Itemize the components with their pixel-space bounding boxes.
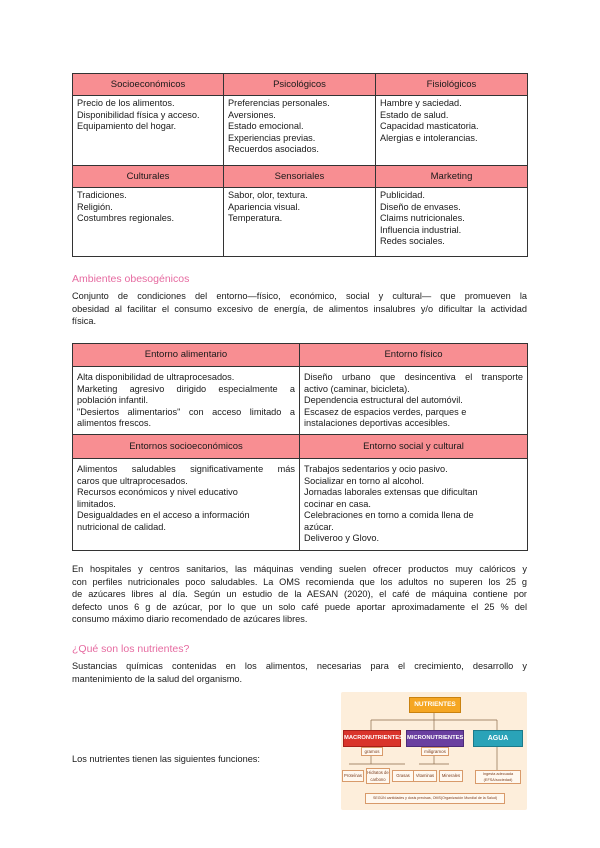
list-item: Estado de salud.	[380, 109, 449, 120]
list-item: Sabor, olor, textura.	[228, 190, 308, 200]
text-line: Deliveroo y Glovo.	[304, 533, 380, 543]
nutrients-diagram	[341, 692, 527, 810]
text-line: alimentos frescos.	[77, 418, 152, 428]
text-line: Desigualdades en el acceso a información	[77, 510, 250, 520]
header-psicologicos: Psicológicos	[224, 74, 376, 96]
cell-psicologicos	[224, 96, 376, 166]
header-entorno-social-cultural: Entorno social y cultural	[300, 435, 528, 459]
header-fisiologicos: Fisiológicos	[376, 74, 528, 96]
text-line: Marketing agresivo dirigido especialmente a	[77, 383, 295, 394]
text-line: de azúcares libres al día. Según un estudio de la AESAN (2020), el café de máquina contiene por	[72, 589, 527, 600]
text-line: Los nutrientes tienen las siguientes funciones:	[72, 754, 260, 764]
text-line: En hospitales y centros sanitarios, las máquinas vending suelen ofrecer productos muy calóricos y	[72, 564, 527, 574]
nutrients-definition	[72, 660, 527, 685]
text-line: consumo máximo diario recomendado de azúcares libres.	[72, 614, 308, 625]
list-item: Redes sociales.	[380, 236, 445, 246]
diagram-macro-unit: gramos	[361, 747, 383, 756]
cell-entorno-alimentario	[73, 367, 300, 435]
text-line: instalaciones deportivas accesibles.	[304, 418, 451, 428]
text-line: limitados.	[77, 498, 116, 509]
cell-entornos-socioeconomicos	[73, 459, 300, 551]
list-item: Capacidad masticatoria.	[380, 121, 479, 131]
list-item: Religión.	[77, 201, 113, 212]
list-item: Alergias e intolerancias.	[380, 132, 478, 143]
list-item: Precio de los alimentos.	[77, 98, 175, 108]
obesogenic-definition	[72, 290, 527, 328]
text-line: Socializar en torno al alcohol.	[304, 475, 425, 486]
header-socioeconomicos: Socioeconómicos	[73, 74, 224, 96]
text-line: Alimentos saludables significativamente más	[77, 464, 295, 474]
header-culturales: Culturales	[73, 166, 224, 188]
text-line: Conjunto de condiciones del entorno—físico, económico, social y cultural— que promueven la	[72, 291, 527, 301]
diagram-leaf-minerals: Minerales	[439, 770, 463, 782]
text-line: Celebraciones en torno a comida llena de	[304, 510, 474, 520]
list-item: Estado emocional.	[228, 121, 304, 131]
header-entorno-alimentario: Entorno alimentario	[73, 344, 300, 367]
cell-sensoriales	[224, 188, 376, 257]
nutrients-functions-text	[72, 753, 332, 766]
text-line: obesidad al facilitar el consumo excesivo de energía, de alimentos insalubres y/o dificultar la actividad	[72, 303, 527, 314]
text-line: mantenimiento de la salud del organismo.	[72, 673, 243, 684]
list-item: Tradiciones.	[77, 190, 127, 200]
cell-socioeconomicos	[73, 96, 224, 166]
text-line: caros que ultraprocesados.	[77, 475, 188, 486]
list-item: Costumbres regionales.	[77, 213, 175, 223]
food-factors-table	[72, 73, 528, 257]
list-item: Influencia industrial.	[380, 224, 462, 235]
diagram-leaf-water-intake: Ingesta adecuada (EFSA/sociedad)	[475, 770, 521, 784]
text-line: activo (caminar, bicicleta).	[304, 383, 410, 394]
cell-fisiologicos	[376, 96, 528, 166]
diagram-micro-box: MICRONUTRIENTES	[406, 730, 464, 747]
text-line: azúcar.	[304, 521, 334, 532]
text-line: Dependencia estructural del automóvil.	[304, 395, 463, 405]
text-line: física.	[72, 316, 96, 327]
list-item: Claims nutricionales.	[380, 213, 465, 223]
text-line: Escasez de espacios verdes, parques e	[304, 406, 467, 417]
text-line: con perfiles nutricionales poco saludables. La OMS recomienda que los adultos no superen los 25 g	[72, 576, 527, 587]
environments-table	[72, 343, 528, 551]
text-line: Recursos económicos y nivel educativo	[77, 487, 238, 497]
cell-entorno-social-cultural	[300, 459, 528, 551]
list-item: Apariencia visual.	[228, 201, 301, 212]
text-line: defecto unos 6 g de azúcar, por lo que un solo café puede aportar aproximadamente el 25 % del	[72, 601, 527, 612]
diagram-leaf-carbs: Hidratos de carbono	[367, 770, 389, 782]
diagram-footer-note: SEGÚN cantidades y dosis precisas, OMS(Organización Mundial de la Salud)	[365, 793, 505, 804]
nutrients-heading: ¿Qué son los nutrientes?	[72, 643, 190, 655]
list-item: Equipamiento del hogar.	[77, 121, 177, 131]
text-line: cocinar en casa.	[304, 498, 371, 509]
header-marketing: Marketing	[376, 166, 528, 188]
text-line: Diseño urbano que desincentiva el transporte	[304, 372, 523, 382]
header-entornos-socioeconomicos: Entornos socioeconómicos	[73, 435, 300, 459]
cell-marketing	[376, 188, 528, 257]
text-line: Trabajos sedentarios y ocio pasivo.	[304, 464, 448, 474]
text-line: Jornadas laborales extensas que dificultan	[304, 487, 478, 497]
list-item: Temperatura.	[228, 213, 283, 223]
list-item: Hambre y saciedad.	[380, 98, 462, 108]
diagram-root-box: NUTRIENTES	[409, 697, 461, 713]
diagram-leaf-proteins: Proteínas	[342, 770, 364, 782]
text-line: Sustancias químicas contenidas en los alimentos, necesarias para el crecimiento, desarrollo y	[72, 661, 527, 671]
text-line: nutricional de calidad.	[77, 521, 166, 532]
vending-paragraph	[72, 563, 527, 626]
list-item: Preferencias personales.	[228, 98, 330, 108]
text-line: "Desiertos alimentarios" con acceso limitado a	[77, 406, 295, 417]
diagram-leaf-vitamins: Vitaminas	[413, 770, 437, 782]
list-item: Diseño de envases.	[380, 201, 461, 212]
list-item: Aversiones.	[228, 109, 276, 120]
diagram-water-box: AGUA	[473, 730, 523, 747]
text-line: Alta disponibilidad de ultraprocesados.	[77, 372, 235, 382]
diagram-leaf-fats: Grasas	[392, 770, 414, 782]
diagram-macro-box: MACRONUTRIENTES	[343, 730, 401, 747]
list-item: Recuerdos asociados.	[228, 144, 319, 154]
cell-entorno-fisico	[300, 367, 528, 435]
cell-culturales	[73, 188, 224, 257]
header-sensoriales: Sensoriales	[224, 166, 376, 188]
list-item: Publicidad.	[380, 190, 425, 200]
text-line: población infantil.	[77, 395, 148, 405]
list-item: Disponibilidad física y acceso.	[77, 109, 200, 120]
diagram-micro-unit: miligramos	[421, 747, 449, 756]
header-entorno-fisico: Entorno físico	[300, 344, 528, 367]
list-item: Experiencias previas.	[228, 132, 316, 143]
obesogenic-heading: Ambientes obesogénicos	[72, 273, 190, 285]
